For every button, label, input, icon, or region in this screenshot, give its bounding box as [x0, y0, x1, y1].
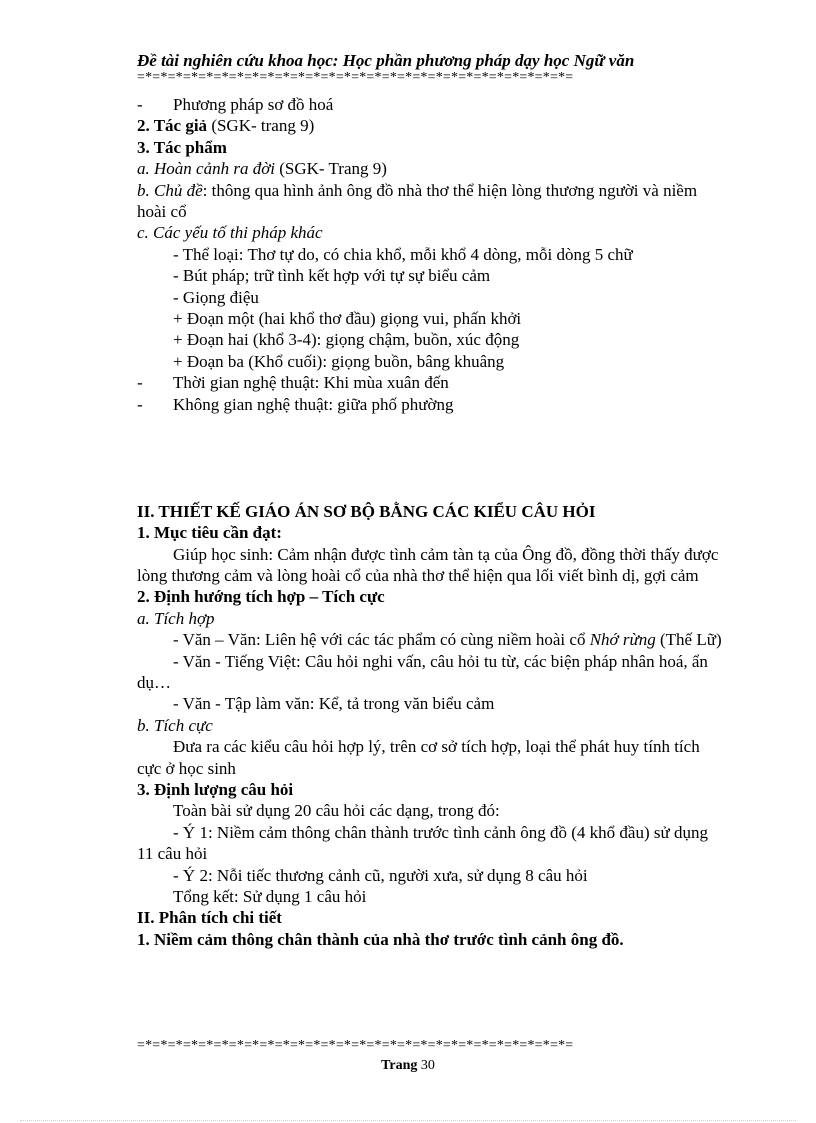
- theme-paragraph: b. Chủ đề: thông qua hình ảnh ông đồ nhà thơ thể hiện lòng thương người và niềm hoài cổ: [137, 180, 698, 221]
- integration-item: - Văn - Tập làm văn: Kể, tả trong văn biểu cảm: [173, 694, 495, 714]
- spacer: [137, 415, 727, 501]
- page-label: Trang: [381, 1058, 418, 1073]
- work-heading: 3. Tác phẩm: [137, 137, 227, 157]
- section-heading: II. THIẾT KẾ GIÁO ÁN SƠ BỘ BẰNG CÁC KIỂU CÂU HỎI: [137, 501, 596, 521]
- poetics-heading: c. Các yếu tố thi pháp khác: [137, 223, 323, 243]
- page-number: 30: [420, 1058, 435, 1073]
- page-edge: [20, 1120, 796, 1121]
- integration-item: - Văn – Văn: Liên hệ với các tác phẩm có cùng niềm hoài cổ Nhớ rừng (Thế Lữ): [173, 630, 722, 650]
- genre-line: - Thể loại: Thơ tự do, có chia khổ, mỗi khổ 4 dòng, mỗi dòng 5 chữ: [173, 244, 633, 264]
- quantity-text: Toàn bài sử dụng 20 câu hỏi các dạng, trong đó:: [173, 801, 500, 821]
- header-rule: =*=*=*=*=*=*=*=*=*=*=*=*=*=*=*=*=*=*=*=*=*=*=*=*=*=*=*=*=: [137, 70, 574, 85]
- idea-item: - Ý 2: Nỗi tiếc thương cảnh cũ, người xưa, sử dụng 8 câu hỏi: [173, 865, 588, 885]
- idea-item: - Ý 1: Niềm cảm thông chân thành trước tình cảnh ông đồ (4 khổ đầu) sử dụng 11 câu hỏi: [137, 822, 708, 864]
- list-item: - Phương pháp sơ đồ hoá: [137, 95, 334, 114]
- integration-heading: a. Tích hợp: [137, 608, 215, 628]
- goal-paragraph: Giúp học sinh: Cảm nhận được tình cảm tàn tạ của Ông đồ, đồng thời thấy được lòng thương cảm và lòng hoài cổ của nhà thơ thể hiện qua lối viết bình dị, gợi cảm: [137, 544, 719, 586]
- context-line: a. Hoàn cảnh ra đời (SGK- Trang 9): [137, 159, 387, 179]
- analysis-subheading: 1. Niềm cảm thông chân thành của nhà thơ trước tình cảnh ông đồ.: [137, 929, 624, 949]
- footer-rule: =*=*=*=*=*=*=*=*=*=*=*=*=*=*=*=*=*=*=*=*=*=*=*=*=*=*=*=*=: [137, 1038, 574, 1053]
- orient-heading: 2. Định hướng tích hợp – Tích cực: [137, 587, 385, 607]
- goal-heading: 1. Mục tiêu cần đạt:: [137, 523, 282, 543]
- analysis-heading: II. Phân tích chi tiết: [137, 908, 282, 928]
- tone-item: + Đoạn một (hai khổ thơ đầu) giọng vui, phấn khởi: [173, 308, 522, 328]
- page-footer: [0, 1058, 816, 1074]
- tone-item: + Đoạn hai (khổ 3-4): giọng chậm, buồn, xúc động: [173, 330, 520, 350]
- active-heading: b. Tích cực: [137, 715, 213, 735]
- technique-line: - Bút pháp; trữ tình kết hợp với tự sự biểu cảm: [173, 266, 491, 286]
- tone-item: + Đoạn ba (Khổ cuối): giọng buồn, bâng khuâng: [173, 351, 505, 371]
- quantity-heading: 3. Định lượng câu hỏi: [137, 780, 294, 800]
- document-body: [137, 94, 727, 950]
- list-item: - Thời gian nghệ thuật: Khi mùa xuân đến: [137, 373, 449, 393]
- tone-line: - Giọng điệu: [173, 287, 259, 307]
- summary-line: Tổng kết: Sử dụng 1 câu hỏi: [173, 887, 367, 907]
- list-item: - Không gian nghệ thuật: giữa phố phường: [137, 394, 454, 414]
- bullet-dash: -: [137, 373, 143, 393]
- integration-item: - Văn - Tiếng Việt: Câu hỏi nghi vấn, câu hỏi tu từ, các biện pháp nhân hoá, ẩn dụ…: [137, 651, 708, 693]
- bullet-dash: -: [137, 95, 143, 114]
- active-paragraph: Đưa ra các kiểu câu hỏi hợp lý, trên cơ sở tích hợp, loại thể phát huy tính tích cực ở học sinh: [137, 737, 700, 778]
- bullet-dash: -: [137, 394, 143, 414]
- document-header: Đề tài nghiên cứu khoa học: Học phần phương pháp dạy học Ngữ văn: [137, 51, 635, 70]
- author-line: 2. Tác giả (SGK- trang 9): [137, 116, 315, 136]
